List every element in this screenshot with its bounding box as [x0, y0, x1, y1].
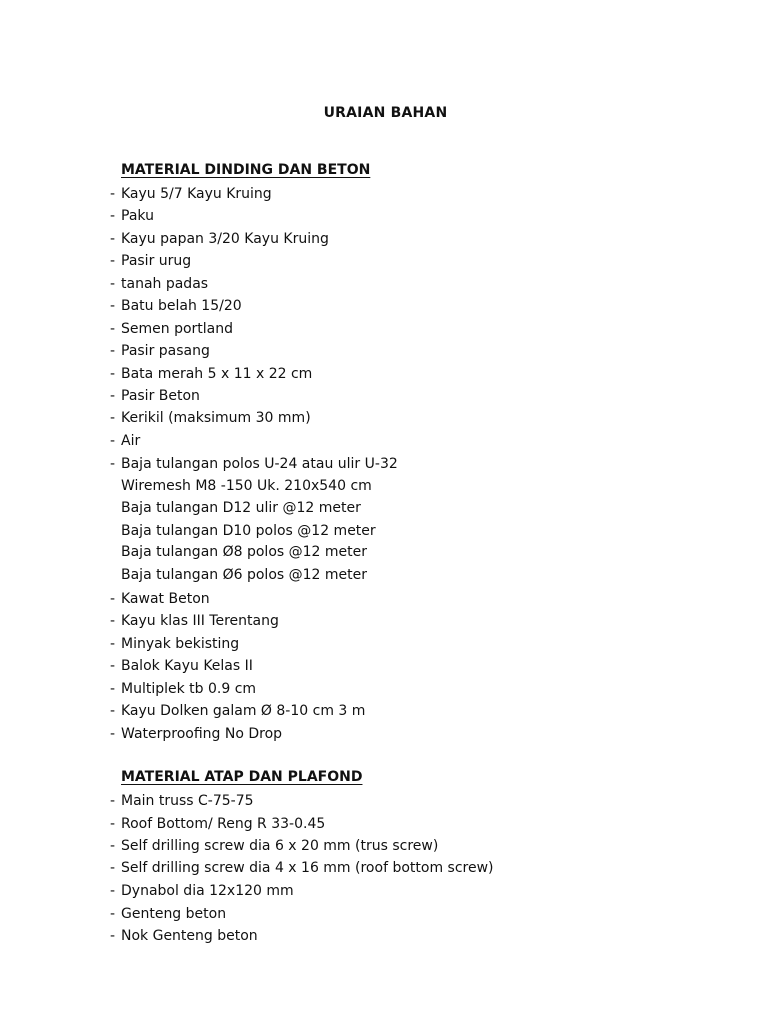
list-item: - Pasir urug: [110, 253, 192, 269]
list-item: - Self drilling screw dia 6 x 20 mm (trus screw): [110, 838, 439, 854]
list-item: - Kayu Dolken galam Ø 8-10 cm 3 m: [110, 703, 366, 719]
list-subitem: Baja tulangan Ø8 polos @12 meter: [121, 544, 367, 560]
list-subitem: Wiremesh M8 -150 Uk. 210x540 cm: [121, 478, 372, 494]
section-heading-atap-plafond: MATERIAL ATAP DAN PLAFOND: [121, 769, 363, 785]
list-subitem: Baja tulangan D12 ulir @12 meter: [121, 500, 361, 516]
list-item: - Genteng beton: [110, 906, 227, 922]
list-item: - Nok Genteng beton: [110, 928, 258, 944]
list-item: - Kayu 5/7 Kayu Kruing: [110, 186, 272, 202]
list-item: - tanah padas: [110, 276, 209, 292]
list-subitem: Baja tulangan D10 polos @12 meter: [121, 523, 376, 539]
list-item: - Kawat Beton: [110, 591, 210, 607]
list-item: - Dynabol dia 12x120 mm: [110, 883, 294, 899]
list-item: - Paku: [110, 208, 154, 224]
list-item: - Pasir pasang: [110, 343, 210, 359]
list-item: - Multiplek tb 0.9 cm: [110, 681, 257, 697]
section-heading-dinding-beton: MATERIAL DINDING DAN BETON: [121, 162, 371, 178]
document-title: URAIAN BAHAN: [323, 105, 448, 121]
list-item: - Minyak bekisting: [110, 636, 240, 652]
list-item: - Baja tulangan polos U-24 atau ulir U-32: [110, 456, 398, 472]
list-item: - Batu belah 15/20: [110, 298, 242, 314]
list-item: - Air: [110, 433, 141, 449]
list-item: - Balok Kayu Kelas II: [110, 658, 253, 674]
list-item: - Kayu papan 3/20 Kayu Kruing: [110, 231, 329, 247]
list-item: - Main truss C-75-75: [110, 793, 254, 809]
list-subitem: Baja tulangan Ø6 polos @12 meter: [121, 567, 367, 583]
list-item: - Roof Bottom/ Reng R 33-0.45: [110, 816, 326, 832]
list-item: - Pasir Beton: [110, 388, 200, 404]
list-item: - Self drilling screw dia 4 x 16 mm (roof bottom screw): [110, 860, 494, 876]
list-item: - Kayu klas III Terentang: [110, 613, 279, 629]
list-item: - Semen portland: [110, 321, 233, 337]
list-item: - Kerikil (maksimum 30 mm): [110, 410, 311, 426]
list-item: - Bata merah 5 x 11 x 22 cm: [110, 366, 313, 382]
list-item: - Waterproofing No Drop: [110, 726, 283, 742]
